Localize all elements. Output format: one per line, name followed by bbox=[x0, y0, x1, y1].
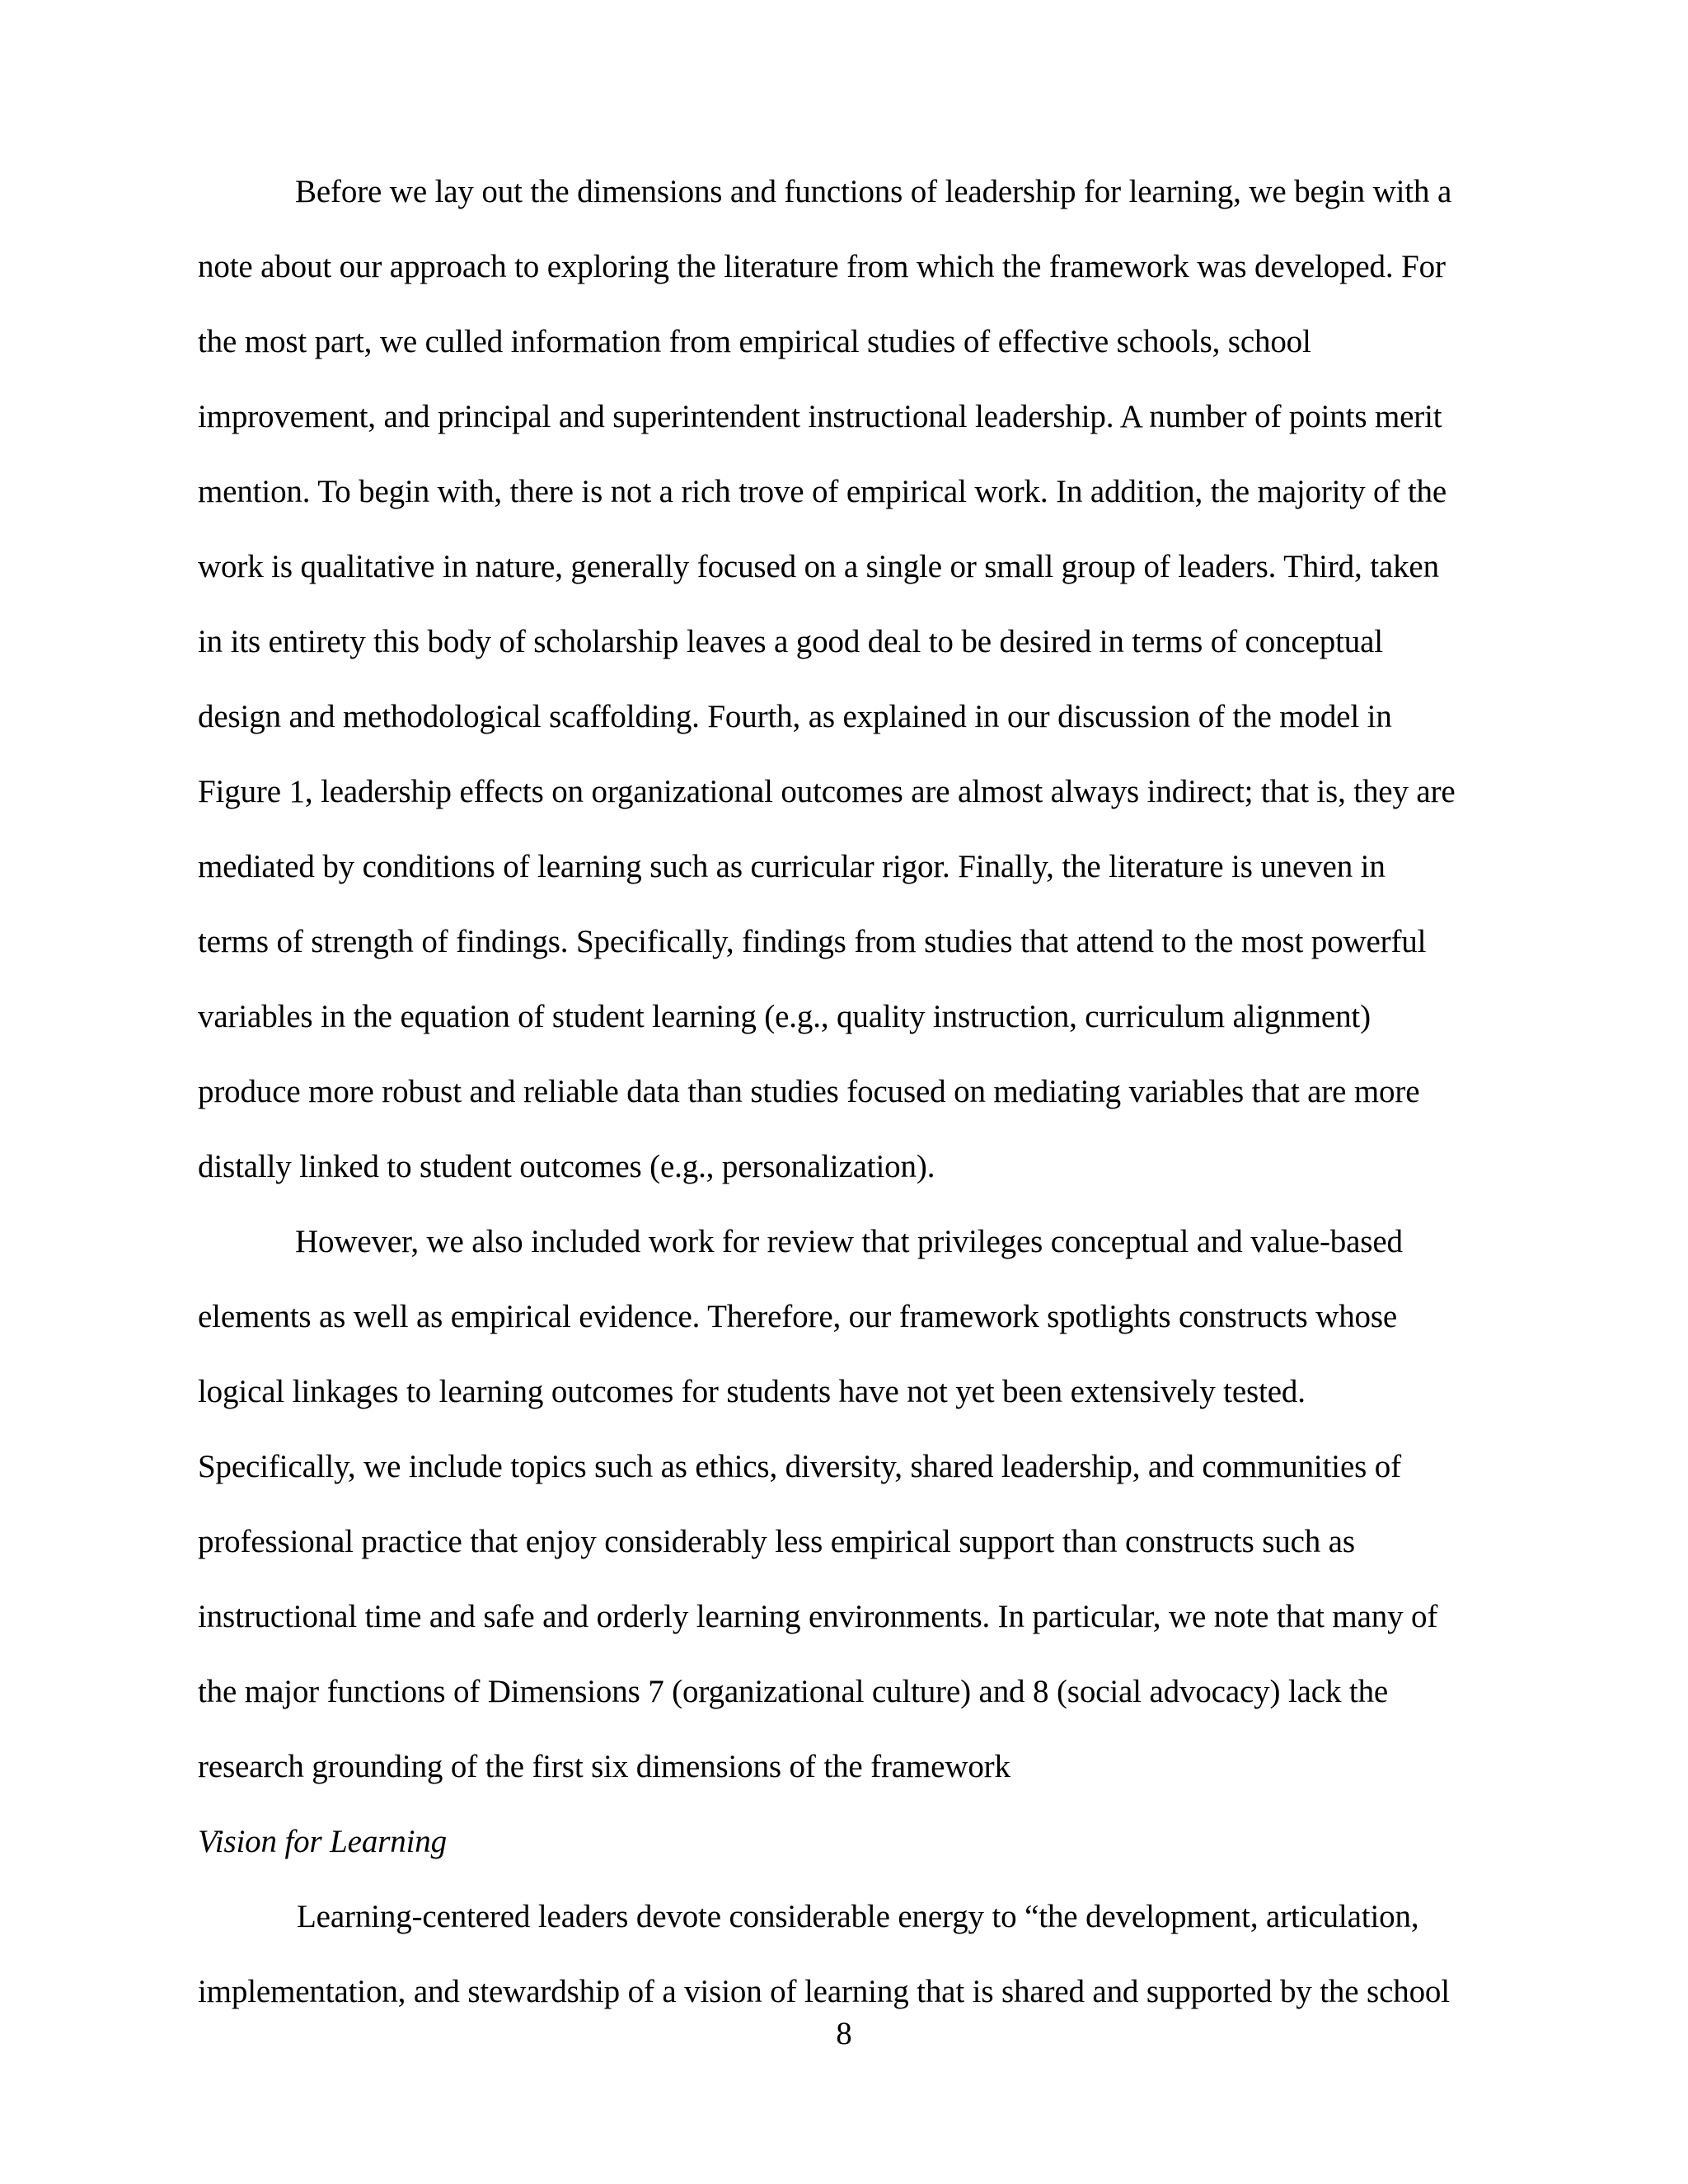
paragraph-line: distally linked to student outcomes (e.g., personalization). bbox=[198, 1149, 935, 1184]
page-number: 8 bbox=[836, 2016, 852, 2051]
paragraph-line: However, we also included work for review that privileges conceptual and value-based bbox=[295, 1224, 1403, 1259]
paragraph-line: elements as well as empirical evidence. Therefore, our framework spotlights constructs whose bbox=[198, 1299, 1398, 1334]
paragraph-line: instructional time and safe and orderly learning environments. In particular, we note that many of bbox=[198, 1599, 1438, 1634]
paragraph-line: the most part, we culled information from empirical studies of effective schools, school bbox=[198, 324, 1311, 359]
paragraph-line: in its entirety this body of scholarship leaves a good deal to be desired in terms of conceptual bbox=[198, 624, 1383, 659]
paragraph-approach bbox=[198, 154, 1498, 1204]
paragraph-review-scope bbox=[198, 1204, 1498, 1804]
paragraph-line: research grounding of the first six dimensions of the framework bbox=[198, 1749, 1010, 1784]
paragraph-line: note about our approach to exploring the literature from which the framework was developed. For bbox=[198, 249, 1446, 284]
paragraph-line: variables in the equation of student learning (e.g., quality instruction, curriculum alignment) bbox=[198, 999, 1371, 1034]
paragraph-line: Specifically, we include topics such as ethics, diversity, shared leadership, and communities of bbox=[198, 1449, 1401, 1484]
section-heading: Vision for Learning bbox=[198, 1824, 447, 1859]
paragraph-line: improvement, and principal and superintendent instructional leadership. A number of points merit bbox=[198, 399, 1442, 434]
paragraph-line: produce more robust and reliable data than studies focused on mediating variables that are more bbox=[198, 1074, 1420, 1109]
paragraph-line: design and methodological scaffolding. Fourth, as explained in our discussion of the model in bbox=[198, 699, 1392, 734]
paragraph-line: implementation, and stewardship of a vision of learning that is shared and supported by the school bbox=[198, 1974, 1450, 2009]
paragraph-line: professional practice that enjoy considerably less empirical support than constructs such as bbox=[198, 1524, 1355, 1559]
paragraph-line: mediated by conditions of learning such as curricular rigor. Finally, the literature is uneven in bbox=[198, 849, 1386, 884]
paragraph-line: mention. To begin with, there is not a rich trove of empirical work. In addition, the majority of the bbox=[198, 474, 1447, 509]
paragraph-line: Before we lay out the dimensions and functions of leadership for learning, we begin with a bbox=[295, 174, 1452, 209]
body-text bbox=[198, 154, 1498, 2029]
paragraph-line: Learning-centered leaders devote considerable energy to “the development, articulation, bbox=[297, 1899, 1419, 1934]
paragraph-line: terms of strength of findings. Specifically, findings from studies that attend to the most powerful bbox=[198, 924, 1427, 959]
paragraph-line: work is qualitative in nature, generally focused on a single or small group of leaders. Third, taken bbox=[198, 549, 1439, 584]
paragraph-line: the major functions of Dimensions 7 (organizational culture) and 8 (social advocacy) lack the bbox=[198, 1674, 1389, 1709]
paragraph-line: Figure 1, leadership effects on organizational outcomes are almost always indirect; that is, they are bbox=[198, 774, 1456, 809]
paragraph-line: logical linkages to learning outcomes for students have not yet been extensively tested. bbox=[198, 1374, 1306, 1409]
paragraph-vision bbox=[198, 1879, 1498, 2029]
